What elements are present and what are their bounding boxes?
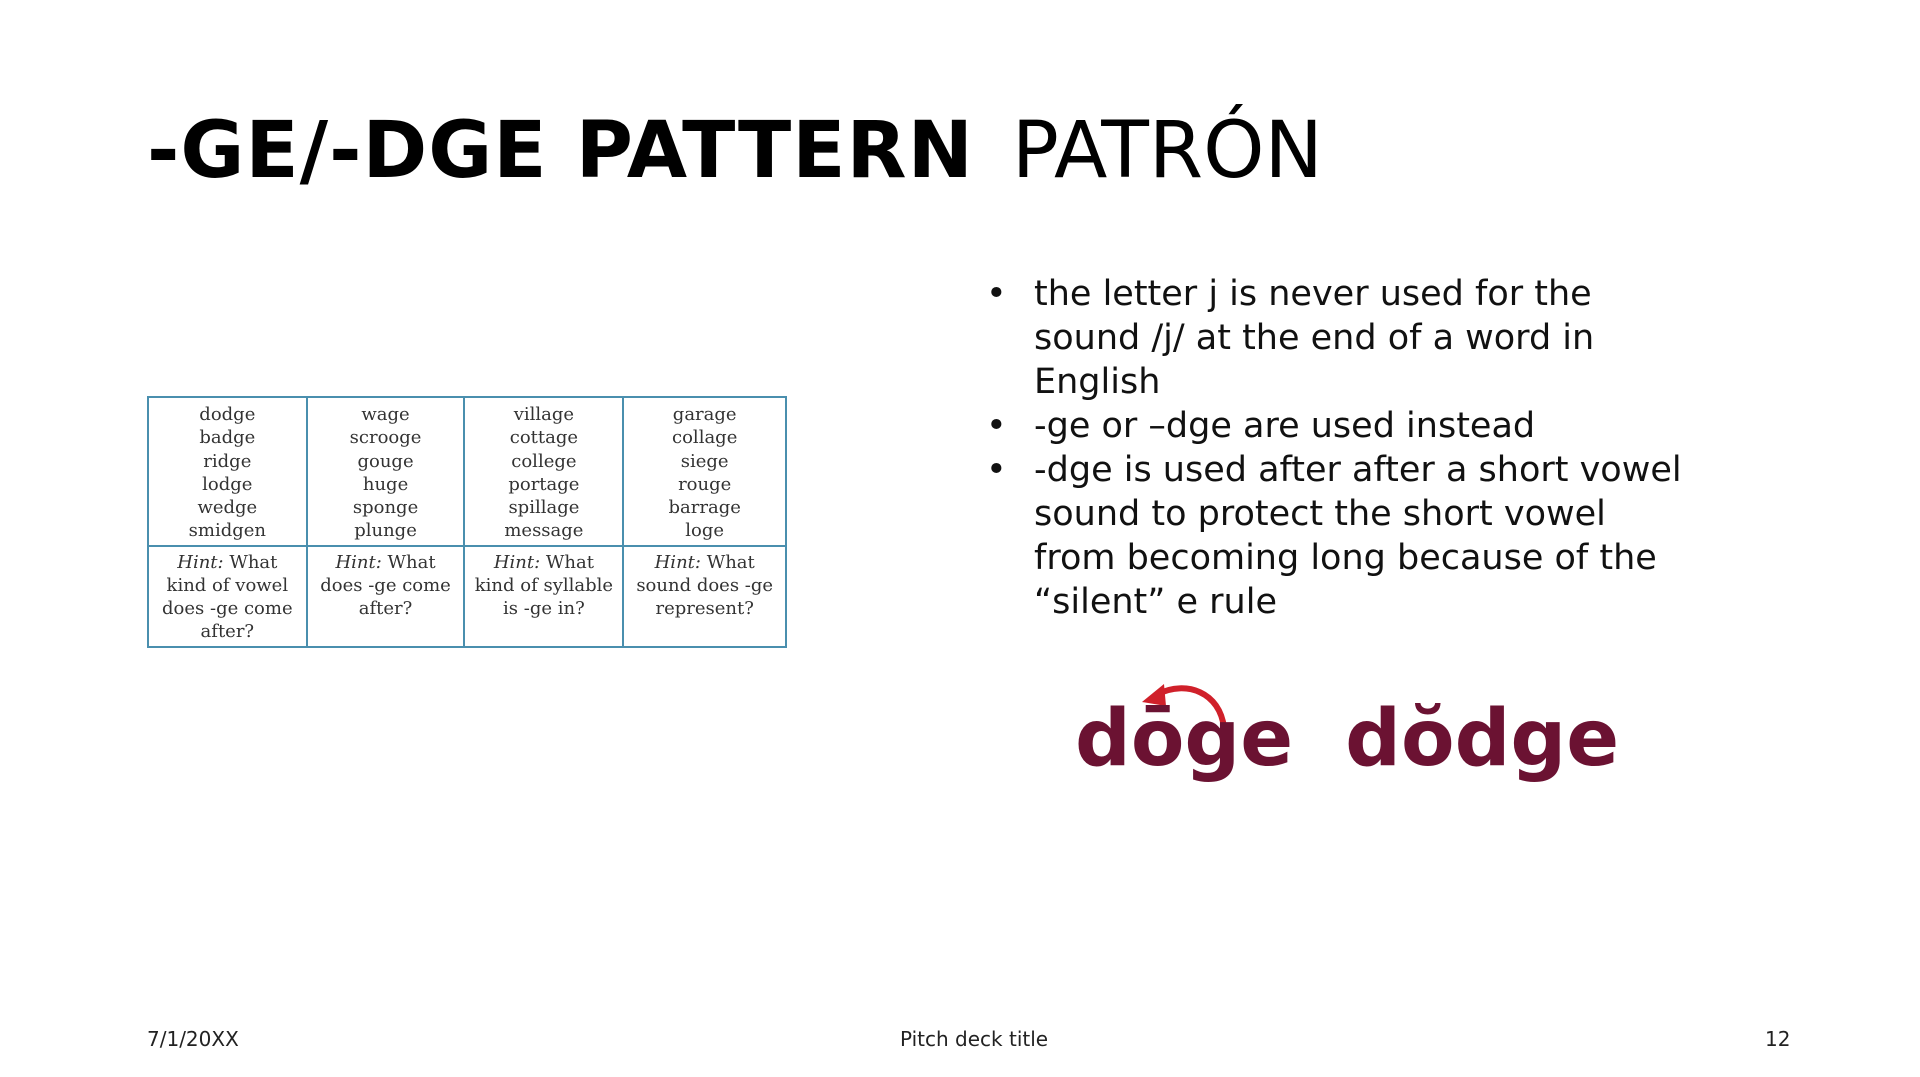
word: village — [513, 404, 575, 425]
bullet-dot: • — [986, 406, 1007, 446]
word: smidgen — [188, 520, 266, 542]
hint-label: Hint: — [335, 551, 382, 573]
word: barrage — [668, 497, 741, 519]
example-words — [1075, 694, 1620, 784]
word: dodge — [199, 404, 256, 425]
word: plunge — [354, 520, 417, 542]
hint-text: What sound does -ge represent? — [636, 551, 774, 619]
bullet-item — [986, 448, 1686, 624]
word: wage — [361, 404, 410, 425]
word: garage — [672, 404, 737, 425]
word: rouge — [678, 473, 732, 495]
word-column-4 — [623, 397, 786, 546]
bullet-text: the letter j is never used for the sound /j/ at the end of a word in English — [1034, 274, 1595, 402]
word: portage — [508, 473, 580, 495]
bullet-item — [986, 404, 1686, 448]
title-spanish: PATRÓN — [1011, 106, 1323, 196]
example-short-vowel-word: dŏdge — [1345, 694, 1620, 784]
page-number: 12 — [1765, 1027, 1791, 1051]
hint-cell-1 — [148, 546, 307, 647]
footer-title: Pitch deck title — [900, 1027, 1049, 1051]
word: lodge — [202, 473, 253, 495]
bullet-list — [986, 272, 1686, 624]
word: message — [504, 520, 584, 542]
word-column-3 — [464, 397, 623, 546]
hint-row — [148, 546, 786, 647]
word: wedge — [197, 497, 258, 519]
word: badge — [199, 427, 256, 449]
word: huge — [362, 473, 409, 495]
hint-cell-4 — [623, 546, 786, 647]
hint-text: What kind of syllable is -ge in? — [474, 551, 614, 619]
word: spillage — [508, 497, 580, 519]
footer-date: 7/1/20XX — [147, 1027, 239, 1051]
word: gouge — [357, 450, 414, 472]
bullet-dot: • — [986, 450, 1007, 490]
word-pattern-table — [147, 396, 787, 648]
bullet-text: -ge or –dge are used instead — [1034, 406, 1536, 446]
bullet-dot: • — [986, 274, 1007, 314]
hint-label: Hint: — [654, 551, 701, 573]
word: loge — [685, 520, 725, 542]
word: cottage — [509, 427, 579, 449]
word-column-1 — [148, 397, 307, 546]
hint-cell-2 — [307, 546, 465, 647]
word: sponge — [352, 497, 419, 519]
bullet-text: -dge is used after after a short vowel sound to protect the short vowel from becoming long because of the “silent” e rule — [1034, 450, 1682, 622]
hint-text: What kind of vowel does -ge come after? — [162, 551, 293, 642]
word: scrooge — [349, 427, 422, 449]
word-column-2 — [307, 397, 465, 546]
title-english: -GE/-DGE PATTERN — [147, 106, 974, 196]
word: siege — [680, 450, 729, 472]
hint-label: Hint: — [493, 551, 541, 573]
word: college — [511, 450, 577, 472]
word-list-row — [148, 397, 786, 546]
word: ridge — [203, 450, 252, 472]
hint-text: What does -ge come after? — [320, 551, 451, 619]
hint-cell-3 — [464, 546, 623, 647]
word: collage — [672, 427, 738, 449]
example-long-vowel-word: dōge — [1075, 694, 1294, 784]
bullet-item — [986, 272, 1686, 404]
hint-label: Hint: — [177, 551, 224, 573]
slide-title — [147, 106, 1323, 196]
